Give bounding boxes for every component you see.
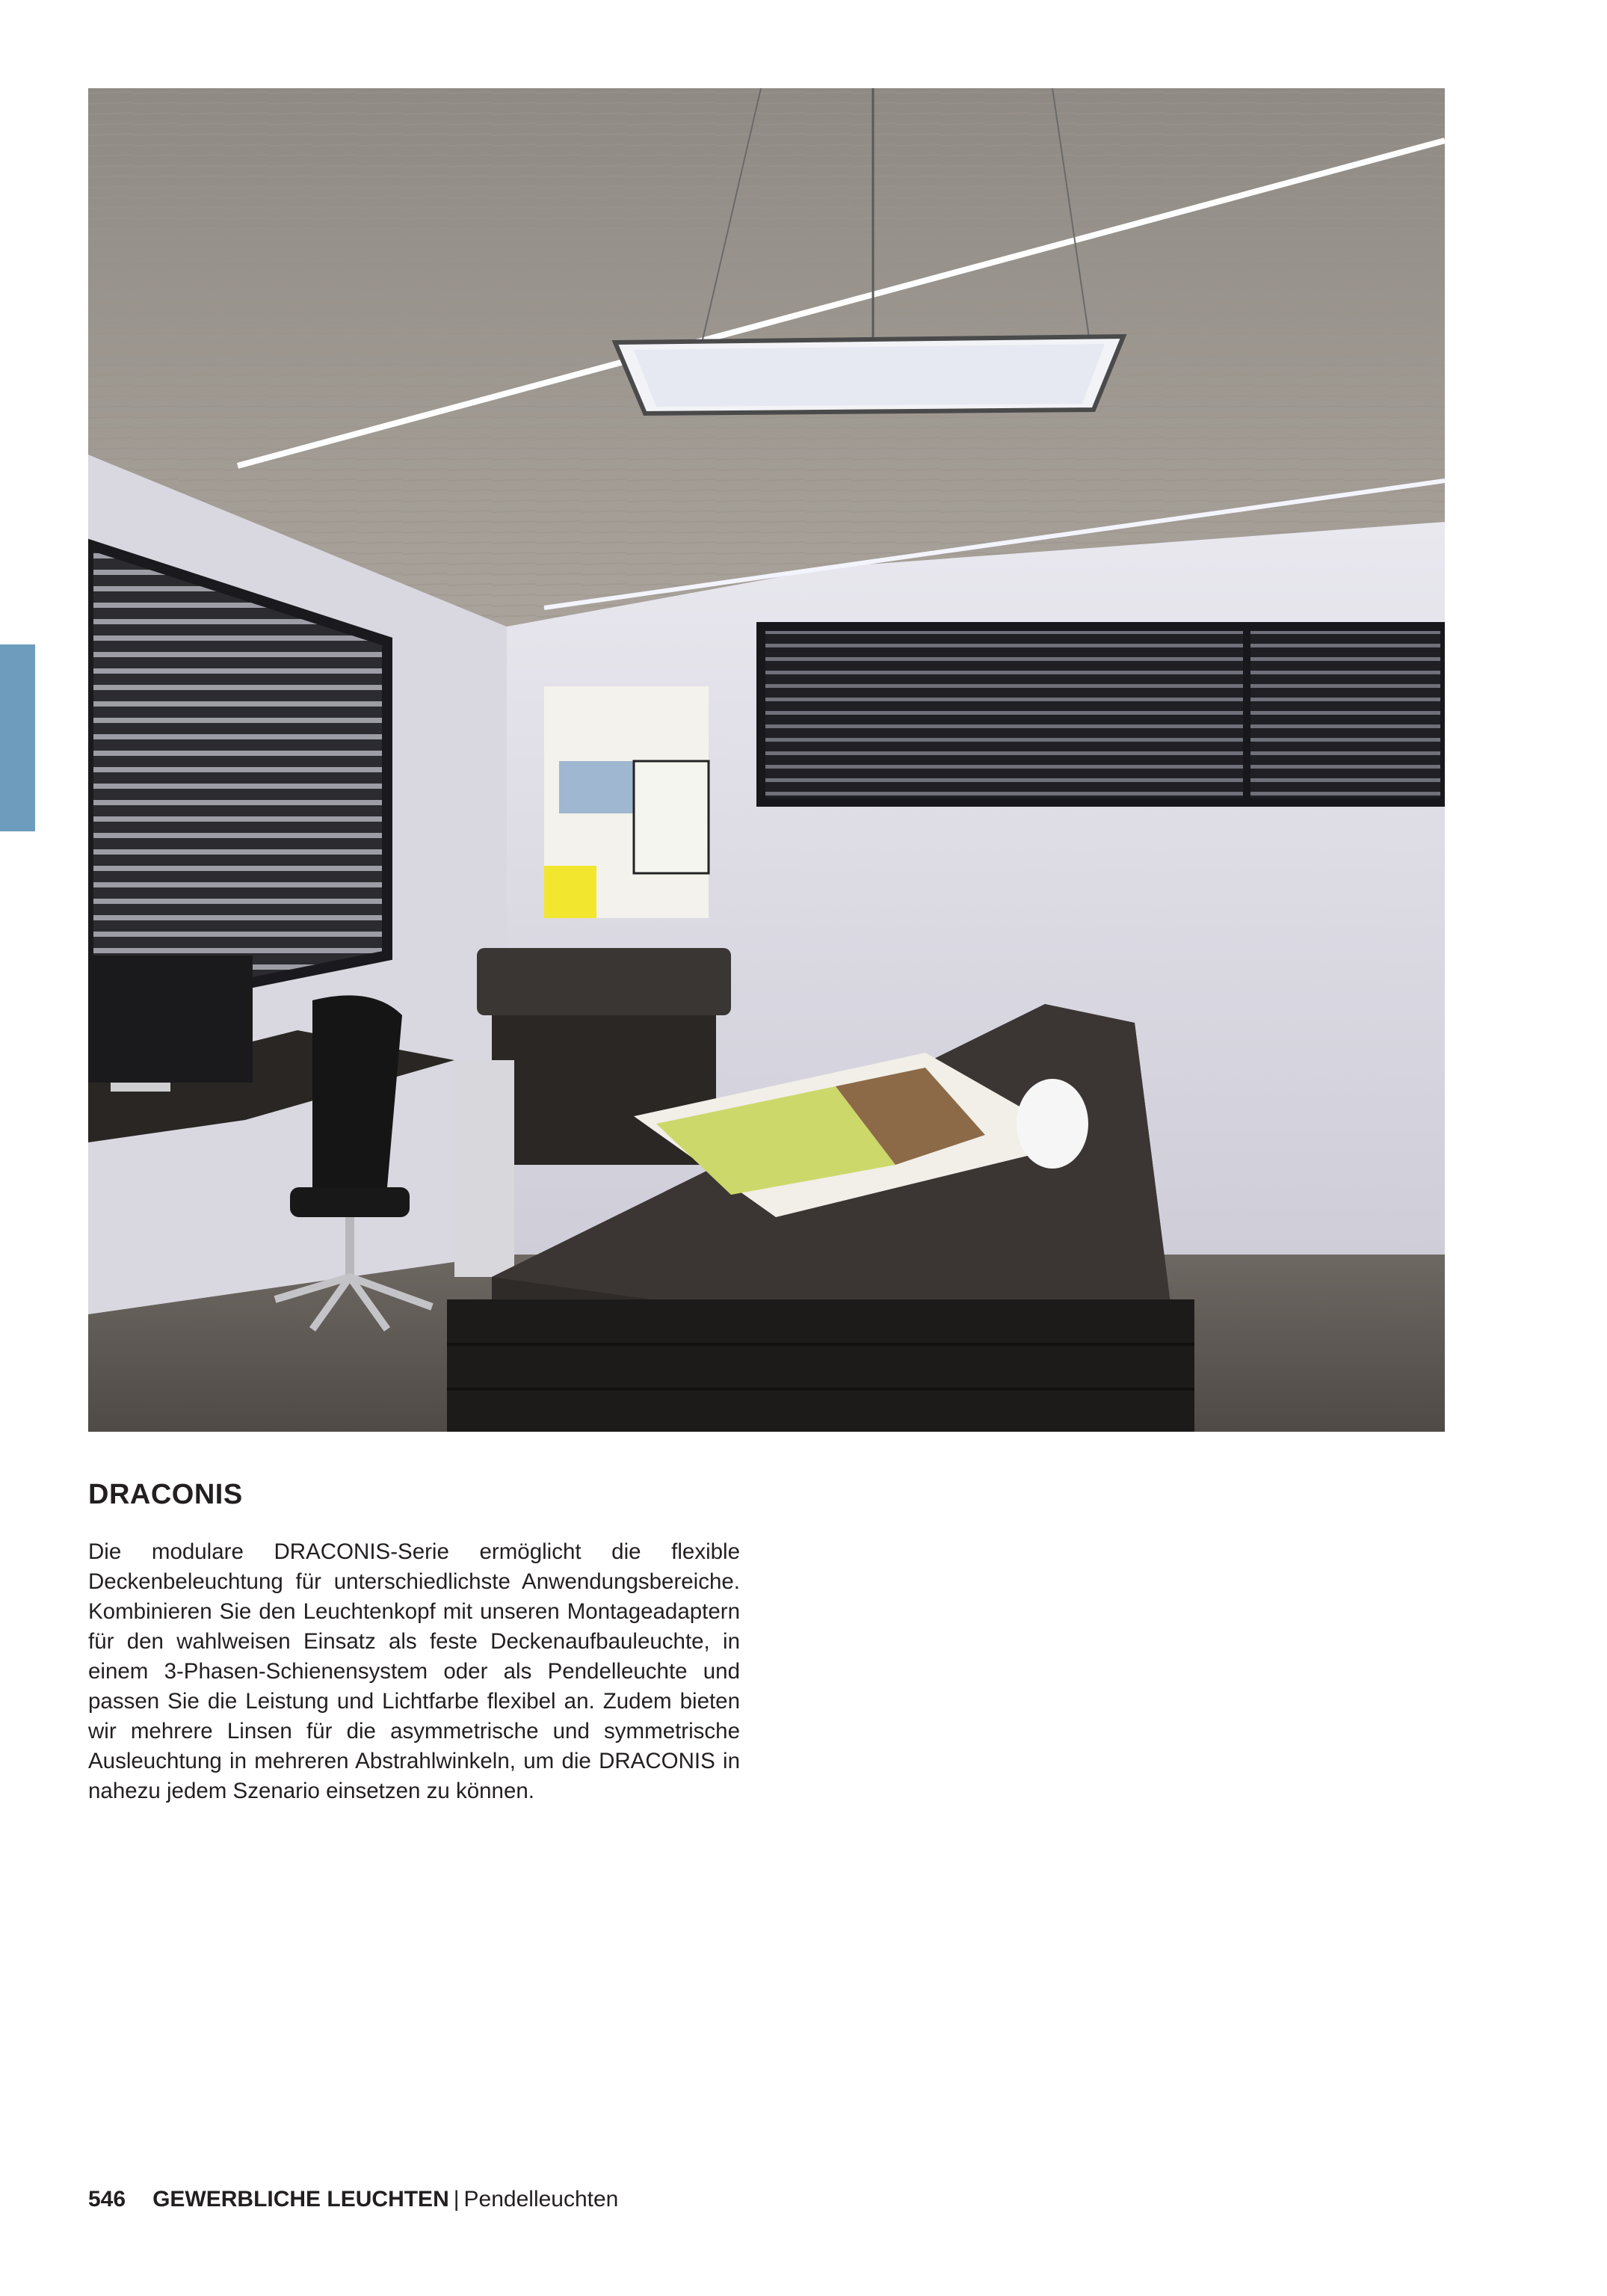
product-description: Die modulare DRACONIS-Serie ermöglicht die flexible Deckenbeleuchtung für unterschiedlichste Anwendungsbereiche. Kombinieren Sie den Leuchtenkopf mit unseren Montageadaptern für den wahlweisen Einsatz als feste Deckenaufbauleuchte, in einem 3-Phasen-Schienensystem oder als Pendelleuchte und passen Sie die Leistung und Lichtfarbe flexibel an. Zudem bieten wir mehrere Linsen für die asymmetrische und symmetrische Ausleuchtung in mehreren Abstrahlwinkeln, um die DRACONIS in nahezu jedem Szenario einsetzen zu können.: [88, 1539, 740, 1803]
page-number: 546: [88, 2187, 126, 2212]
product-title: DRACONIS: [88, 1479, 243, 1510]
footer-separator: |: [453, 2187, 460, 2212]
footer-subsection: Pendelleuchten: [463, 2187, 619, 2212]
footer-section: GEWERBLICHE LEUCHTEN: [152, 2187, 449, 2212]
chapter-side-tab: [0, 644, 35, 831]
product-photo: [88, 88, 1445, 1432]
page-footer: [88, 2187, 618, 2212]
office-scene-illustration: [88, 88, 1445, 1432]
